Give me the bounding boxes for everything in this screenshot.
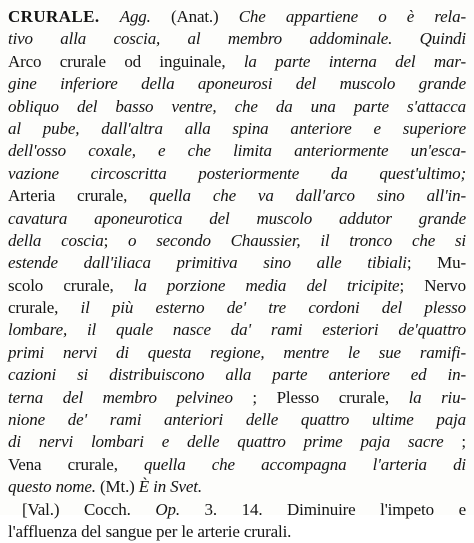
entry-italic-text: vazione circoscritta posteriormente da quest'ultimo; [8,163,466,183]
entry-italic-text: quella che va dall'arco sino all'in- [149,186,466,206]
entry-italic-text: o secondo Chaussier, il tronco che si [128,230,466,250]
entry-italic-text: primi nervi di questa regione, mentre le sue ramifi- [8,342,466,362]
entry-line [8,342,466,364]
entry-line [8,499,466,521]
entry-text: ; Nervo [399,275,466,295]
entry-text [100,7,120,26]
entry-line [8,409,466,431]
entry-line [8,431,466,453]
entry-italic-text: Op. [155,499,180,519]
entry-line [8,73,466,95]
entry-text: scolo crurale, [8,275,134,295]
entry-line [8,364,466,386]
entry-text: Vena crurale, [8,454,144,474]
entry-italic-text: Agg. [119,7,151,26]
entry-italic-text: dell'osso coxale, e che limita anteriormente un'esca- [8,141,466,161]
entry-text: ; Mu- [406,253,466,273]
entry-italic-text: terna del membro pelvineo [8,387,233,407]
entry-italic-text: il più esterno de' tre cordoni del plesso [80,298,466,318]
entry-line [8,118,466,140]
entry-line [8,476,466,498]
entry-line [8,28,466,50]
entry-text: crurale, [8,298,81,318]
entry-line [8,230,466,252]
entry-italic-text: cazioni si distribuiscono alla parte anteriore ed in- [8,365,466,385]
entry-text: (Anat.) [150,7,239,26]
entry-line [8,319,466,341]
entry-italic-text: gine inferiore della aponeurosi del muscolo grande [8,74,466,94]
entry-line [8,51,466,73]
entry-italic-text: È in Svet. [138,477,202,497]
entry-italic-text: obliquo del basso ventre, che da una parte s'attacca [8,96,466,116]
entry-italic-text: la parte interna del mar- [243,51,466,71]
entry-italic-text: la porzione media del tricipite [133,275,400,295]
entry-line [8,297,466,319]
entry-italic-text: quella che accompagna l'arteria di [144,454,466,474]
entry-text: ; [103,230,129,250]
entry-line [8,387,466,409]
entry-text: Arco crurale od inguinale, [8,51,244,71]
entry-italic-text: di nervi lombari e delle quattro prime paja sacre [8,432,444,452]
entry-line [8,208,466,230]
entry-line [8,6,466,28]
dictionary-entry-crurale [8,6,466,543]
entry-line [8,140,466,162]
entry-line [8,252,466,274]
entry-line [8,454,466,476]
entry-italic-text: al pube, dall'altra alla spina anteriore e superiore [8,118,466,138]
entry-headword: CRURALE. [8,7,100,26]
entry-line [8,185,466,207]
entry-italic-text: Che appartiene o è rela- [238,7,466,26]
entry-line [8,275,466,297]
entry-italic-text: tivo alla coscia, al membro addominale. Quindi [8,29,466,49]
entry-italic-text: della coscia [8,230,104,250]
entry-text: Arteria crurale, [8,186,150,206]
entry-italic-text: la riu- [408,387,466,407]
entry-text: ; Plesso crurale, [232,387,409,407]
entry-text: [Val.) Cocch. [22,499,156,519]
entry-italic-text: cavatura aponeurotica del muscolo addutor grande [8,208,466,228]
entry-italic-text: lombare, il quale nasce da' rami esteriori de'quattro [8,320,466,340]
entry-italic-text: estende dall'iliaca primitiva sino alle tibiali [8,253,407,273]
entry-italic-text: nione de' rami anteriori delle quattro ultime paja [8,410,466,430]
entry-line [8,96,466,118]
entry-italic-text: questo nome. [8,477,96,497]
entry-text: (Mt.) [95,477,139,497]
entry-text: l'affluenza del sangue per le arterie crurali. [8,521,292,541]
entry-line [8,163,466,185]
entry-text: ; [443,432,466,452]
entry-text: 3. 14. Diminuire l'impeto e [179,499,466,519]
entry-line [8,521,466,543]
